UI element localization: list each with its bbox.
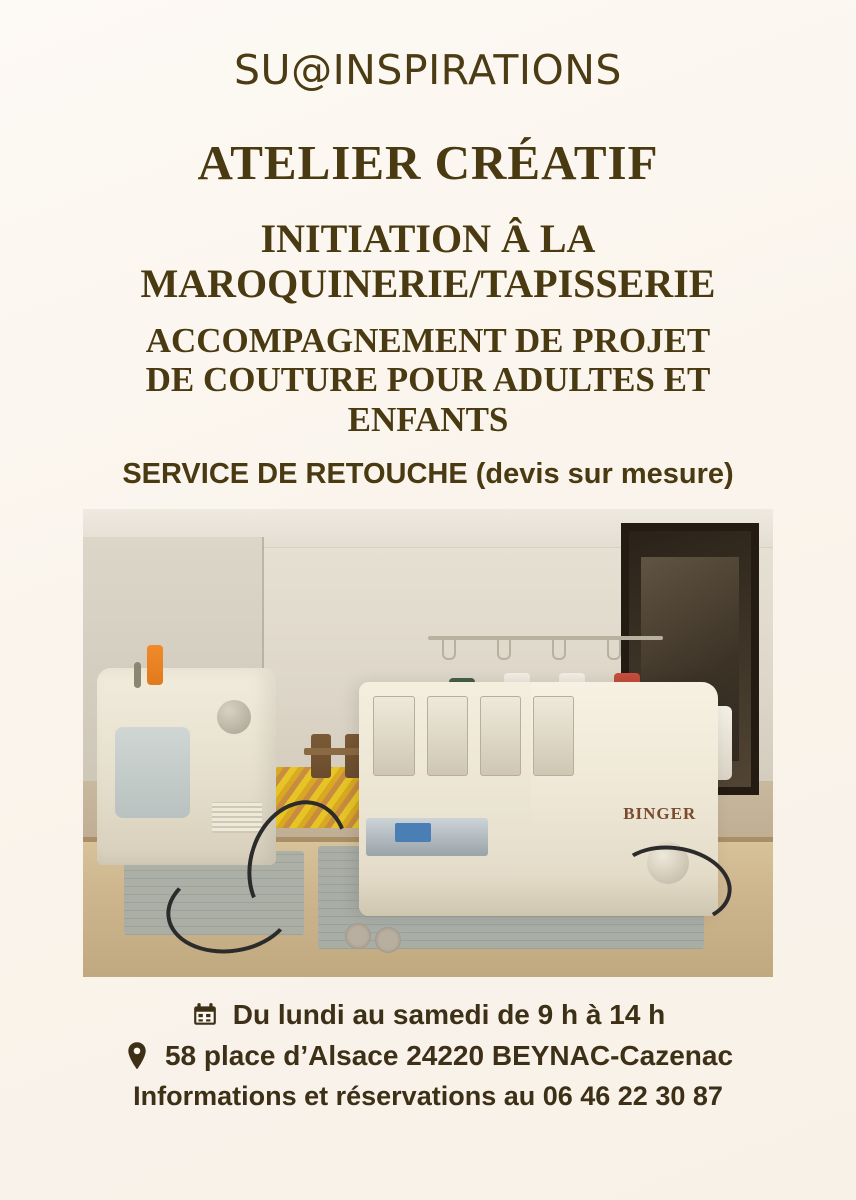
secondary-subtitle-line-2: DE COUTURE POUR ADULTES ET (145, 360, 711, 400)
thread-guide (607, 636, 621, 660)
machine-vents (212, 802, 262, 833)
thread-guide (552, 636, 566, 660)
secondary-subtitle-line-1: ACCOMPAGNEMENT DE PROJET (145, 320, 711, 360)
calendar-icon (191, 1000, 219, 1030)
contact-line: Informations et réservations au 06 46 22 30 87 (133, 1081, 723, 1112)
spool-pin (134, 662, 141, 688)
hours-line (191, 999, 666, 1031)
page-title: ATELIER CRÉATIF (197, 135, 659, 190)
subtitle-line-2: MAROQUINERIE/TAPISSERIE (140, 260, 716, 306)
subtitle-block (141, 217, 716, 307)
fabric-weights (345, 923, 405, 949)
sewing-machine-left (97, 668, 276, 865)
presser-detail (395, 823, 431, 842)
secondary-subtitle-line-3: ENFANTS (347, 400, 509, 440)
thread-guide (497, 636, 511, 660)
service-line: SERVICE DE RETOUCHE (devis sur mesure) (122, 458, 734, 491)
machine-dial (217, 700, 251, 734)
machine-brand-label: BINGER (623, 804, 697, 824)
brand-title: SU@INSPIRATIONS (234, 46, 622, 94)
hours-text: Du lundi au samedi de 9 h à 14 h (232, 999, 666, 1031)
address-text: 58 place d’Alsace 24220 BEYNAC-Cazenac (164, 1040, 734, 1072)
chair (311, 734, 331, 778)
tension-dial (373, 696, 414, 776)
tension-dial-row (373, 696, 574, 776)
secondary-subtitle-block (146, 321, 711, 441)
workshop-photo (83, 509, 773, 977)
thread-stand-bar (428, 636, 663, 640)
tension-dial (427, 696, 468, 776)
address-line (123, 1040, 733, 1072)
footer (78, 999, 778, 1112)
thread-guide (442, 636, 456, 660)
photo-scene (83, 509, 773, 977)
subtitle-line-1: INITIATION Â LA (260, 216, 596, 261)
tension-dial (480, 696, 521, 776)
machine-panel (115, 727, 190, 817)
location-pin-icon (123, 1041, 151, 1071)
tension-dial (533, 696, 574, 776)
orange-lever (147, 645, 163, 685)
